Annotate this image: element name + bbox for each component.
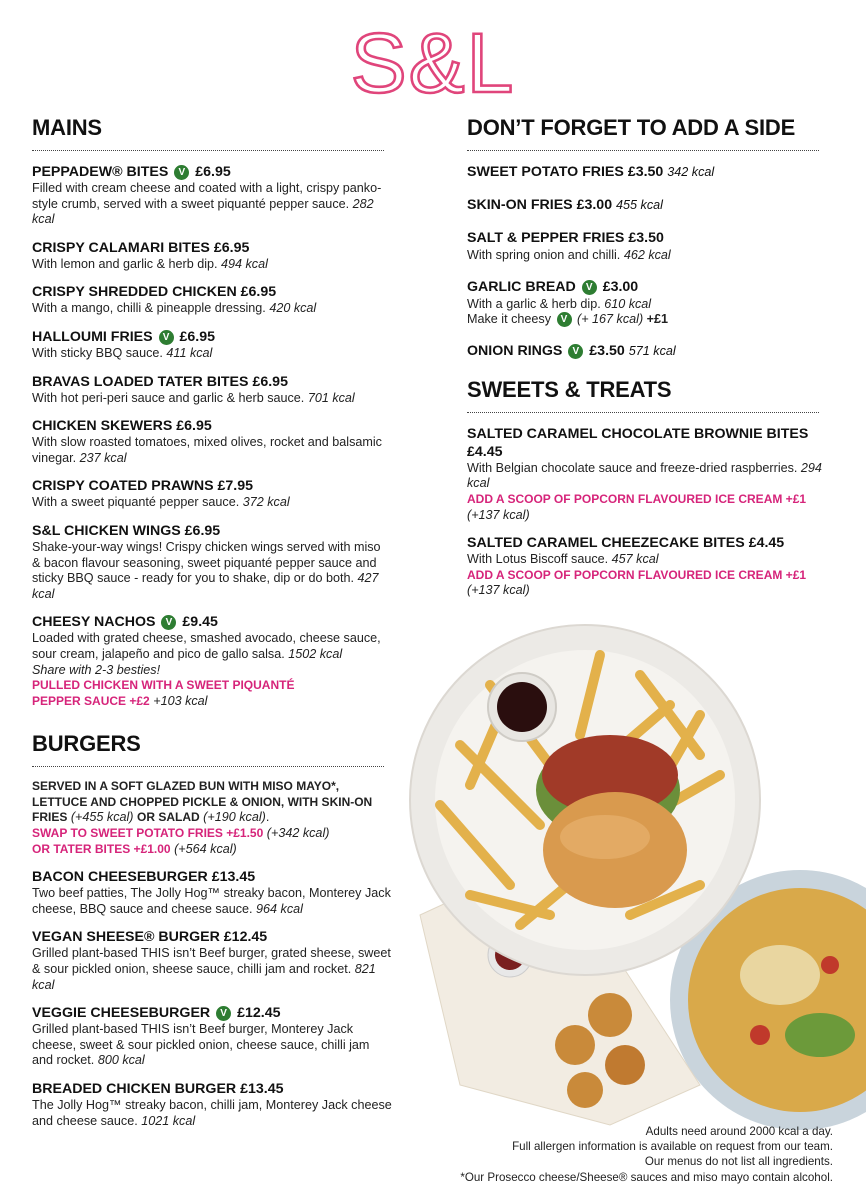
- item-name-line: [32, 1004, 392, 1022]
- item-name-line: [32, 328, 392, 346]
- item-name-line: [467, 425, 827, 461]
- burgers-intro-kcal2: (+190 kcal): [203, 810, 266, 825]
- item-name: CRISPY CALAMARI BITES: [32, 239, 210, 256]
- item-desc: With Lotus Biscoff sauce.: [467, 552, 609, 567]
- item-desc-line: [32, 257, 392, 273]
- item-desc-line: [32, 301, 392, 317]
- item-desc-line: [32, 946, 392, 993]
- side-item: [467, 229, 827, 264]
- item-name: VEGAN SHEESE® BURGER: [32, 929, 220, 946]
- item-name: CHICKEN SKEWERS: [32, 418, 173, 435]
- mains-item: [32, 239, 392, 273]
- item-price: £4.45: [467, 443, 503, 460]
- item-desc-line: [32, 391, 392, 407]
- item-name-line: [32, 373, 392, 391]
- item-kcal: 1502 kcal: [288, 646, 343, 661]
- item-desc-line: [32, 346, 392, 362]
- item-kcal: 342 kcal: [667, 165, 715, 179]
- item-price: £9.45: [182, 614, 218, 631]
- nachos-note: Share with 2-3 besties!: [32, 662, 161, 677]
- item-price: £6.95: [213, 239, 250, 256]
- item-name: GARLIC BREAD: [467, 278, 576, 295]
- item-kcal: 237 kcal: [79, 450, 127, 465]
- item-name: HALLOUMI FRIES: [32, 328, 153, 345]
- item-desc-line: [467, 552, 827, 568]
- nachos-addon-kcal: +103 kcal: [153, 693, 208, 708]
- vegetarian-icon: V: [582, 280, 597, 295]
- item-desc: Filled with cream cheese and coated with a light, crispy panko-style crumb, served with a sweet piquanté pepper sauce.: [32, 181, 382, 211]
- mains-item: [32, 328, 392, 362]
- item-name: SALTED CARAMEL CHEEZECAKE BITES: [467, 535, 745, 552]
- cheesy-addon-line: [467, 312, 827, 328]
- item-price: £3.50: [589, 342, 625, 359]
- mains-item: [32, 417, 392, 466]
- burgers-divider: [32, 766, 384, 767]
- item-name: PEPPADEW® BITES: [32, 164, 169, 180]
- item-desc-line: [32, 435, 392, 466]
- mains-item: [32, 283, 392, 317]
- item-desc: The Jolly Hog™ streaky bacon, chilli jam, Monterey Jack cheese and cheese sauce.: [32, 1098, 392, 1128]
- sweets-list: [467, 425, 827, 599]
- burgers-intro-line: SERVED IN A SOFT GLAZED BUN WITH MISO MAYO*, LETTUCE AND CHOPPED PICKLE & ONION, WITH SKIN-ON FRIES (+455 kcal) OR SALAD (+190 kcal).: [32, 779, 373, 825]
- item-desc: Shake-your-way wings! Crispy chicken wings served with miso & bacon flavour seasoning, sweet piquanté pepper sauce and sticky BBQ sauce - ready for you to shake, dip or do both.: [32, 539, 381, 586]
- item-desc: With hot peri-peri sauce and garlic & herb sauce.: [32, 390, 305, 405]
- item-kcal: 411 kcal: [166, 345, 213, 360]
- burgers-intro: [32, 779, 392, 857]
- item-name: SKIN-ON FRIES: [467, 197, 573, 213]
- vegetarian-icon: V: [161, 615, 176, 630]
- item-desc-line: [32, 495, 392, 511]
- item-kcal: 964 kcal: [256, 901, 303, 916]
- burgers-swap1-kcal: (+342 kcal): [266, 826, 330, 841]
- left-column: [32, 115, 392, 1140]
- side-item: [467, 342, 827, 361]
- item-price: £6.95: [252, 373, 288, 390]
- item-price: £13.45: [211, 869, 256, 886]
- cheesy-kcal: (+ 167 kcal): [577, 312, 644, 327]
- vegetarian-icon: V: [216, 1006, 231, 1021]
- item-price: £12.45: [237, 1005, 281, 1022]
- item-price: £3.00: [602, 278, 639, 295]
- vegetarian-icon: V: [557, 312, 572, 327]
- footer-line: Our menus do not list all ingredients.: [644, 1155, 833, 1169]
- sweet-item: [467, 425, 827, 523]
- addon-line: [467, 492, 827, 508]
- item-desc-line: [32, 540, 392, 602]
- item-desc-line: [32, 1022, 392, 1069]
- side-item: [467, 196, 827, 215]
- item-price: £6.95: [184, 522, 221, 539]
- item-price: £6.95: [179, 328, 216, 345]
- item-price: £6.95: [195, 164, 231, 180]
- item-kcal: 462 kcal: [623, 248, 671, 262]
- brand-logo-text: S&L: [350, 16, 516, 104]
- sides-list: [467, 163, 827, 361]
- item-name-line: [467, 163, 827, 182]
- burgers-swap1: SWAP TO SWEET POTATO FRIES +£1.50: [32, 826, 264, 841]
- mains-title: MAINS: [32, 115, 102, 140]
- item-price: £3.00: [576, 197, 613, 213]
- item-kcal: 571 kcal: [628, 343, 676, 358]
- footer-line: Adults need around 2000 kcal a day.: [645, 1125, 833, 1138]
- burger-plate-image: [410, 625, 760, 975]
- burgers-swap2-kcal: (+564 kcal): [174, 841, 237, 856]
- mains-item: [32, 477, 392, 511]
- nachos-item: [32, 613, 392, 709]
- item-name: BREADED CHICKEN BURGER: [32, 1081, 237, 1097]
- item-name: VEGGIE CHEESEBURGER: [32, 1005, 211, 1022]
- burger-item: [32, 1080, 392, 1129]
- item-name-line: [32, 477, 392, 495]
- addon-label: ADD A SCOOP OF POPCORN FLAVOURED ICE CREAM +£1: [467, 491, 807, 506]
- item-name: ONION RINGS: [467, 342, 563, 359]
- item-name-line: [32, 1080, 392, 1098]
- item-kcal: 282 kcal: [32, 196, 374, 227]
- mains-item: [32, 373, 392, 407]
- addon-label: ADD A SCOOP OF POPCORN FLAVOURED ICE CREAM +£1: [467, 567, 807, 582]
- burgers-intro-kcal1: (+455 kcal): [70, 810, 134, 825]
- item-desc: With a garlic & herb dip.: [467, 296, 601, 311]
- item-name: SALT & PEPPER FRIES: [467, 230, 625, 246]
- item-desc-line: [467, 248, 827, 264]
- addon-line: [467, 568, 827, 584]
- nachos-desc-line: [32, 631, 392, 662]
- item-desc-line: [32, 886, 392, 917]
- burgers-intro-bold: SERVED IN A SOFT GLAZED BUN WITH MISO MAYO*, LETTUCE AND CHOPPED PICKLE & ONION, WITH SKIN-ON FRIES: [32, 779, 373, 825]
- item-name-line: [32, 868, 392, 886]
- footer-notes: [393, 1124, 833, 1185]
- item-name: BACON CHEESEBURGER: [32, 869, 208, 886]
- burgers-swap2: OR TATER BITES +£1.00: [32, 841, 171, 856]
- item-name-line: [467, 278, 827, 297]
- item-kcal: 372 kcal: [242, 495, 290, 510]
- footer-line: Full allergen information is available on request from our team.: [512, 1140, 833, 1154]
- side-item: [467, 278, 827, 328]
- nachos-name-line: [32, 613, 392, 631]
- addon-kcal: (+137 kcal): [467, 583, 530, 598]
- item-name-line: [467, 534, 827, 552]
- item-price: £13.45: [240, 1081, 284, 1097]
- cheesy-price: +£1: [646, 312, 669, 327]
- item-name-line: [467, 229, 827, 248]
- item-name: CHEESY NACHOS: [32, 614, 156, 631]
- item-desc: Grilled plant-based THIS isn’t Beef burger, Monterey Jack cheese, sweet & sour pickled onion, cheese sauce, chilli jam and rocket.: [32, 1022, 370, 1068]
- item-price: £7.95: [217, 478, 254, 495]
- item-kcal: 457 kcal: [611, 552, 659, 567]
- burger-item: [32, 868, 392, 917]
- sweets-divider: [467, 412, 819, 413]
- item-kcal: 420 kcal: [269, 301, 317, 316]
- item-name-line: [32, 163, 392, 181]
- item-desc: With slow roasted tomatoes, mixed olives, rocket and balsamic vinegar.: [32, 435, 382, 465]
- item-kcal: 455 kcal: [616, 198, 663, 212]
- item-kcal: 294 kcal: [467, 460, 822, 491]
- item-name-line: [32, 283, 392, 301]
- vegetarian-icon: V: [568, 344, 583, 359]
- vegetarian-icon: V: [159, 330, 174, 345]
- item-name-line: [467, 342, 827, 361]
- item-name: SWEET POTATO FRIES: [467, 164, 624, 180]
- item-kcal: 610 kcal: [604, 296, 652, 311]
- right-column: [467, 115, 827, 610]
- burgers-title: BURGERS: [32, 731, 141, 757]
- item-kcal: 821 kcal: [32, 962, 376, 992]
- addon-kcal: (+137 kcal): [467, 507, 530, 522]
- item-desc-line: [32, 181, 392, 228]
- vegetarian-icon: V: [174, 165, 189, 180]
- item-kcal: 494 kcal: [221, 256, 268, 271]
- side-item: [467, 163, 827, 182]
- item-name-line: [32, 928, 392, 946]
- sweets-title: SWEETS & TREATS: [467, 376, 672, 402]
- brand-logo: [338, 14, 528, 104]
- item-price: £12.45: [223, 929, 268, 946]
- item-name: S&L CHICKEN WINGS: [32, 522, 181, 539]
- sides-title: DON’T FORGET TO ADD A SIDE: [467, 115, 796, 140]
- sides-divider: [467, 150, 819, 151]
- item-desc: With a mango, chilli & pineapple dressing.: [32, 301, 266, 316]
- item-name-line: [32, 417, 392, 435]
- item-price: £6.95: [240, 284, 277, 301]
- item-desc-line: [467, 461, 827, 492]
- burgers-intro-or: OR SALAD: [137, 810, 200, 825]
- burgers-list: [32, 868, 392, 1129]
- item-name-line: [32, 522, 392, 540]
- footer-line: *Our Prosecco cheese/Sheese® sauces and miso mayo contain alcohol.: [460, 1170, 833, 1184]
- nachos-addon: PULLED CHICKEN WITH A SWEET PIQUANTÉ PEPPER SAUCE +£2: [32, 678, 295, 708]
- item-desc-line: [467, 297, 827, 313]
- item-desc: Loaded with grated cheese, smashed avocado, cheese sauce, sour cream, jalapeño and pico de gallo salsa.: [32, 631, 381, 661]
- mains-divider: [32, 150, 384, 151]
- item-name: SALTED CARAMEL CHOCOLATE BROWNIE BITES: [467, 425, 809, 442]
- item-name: CRISPY SHREDDED CHICKEN: [32, 284, 237, 301]
- item-desc: With sticky BBQ sauce.: [32, 345, 163, 360]
- item-kcal: 800 kcal: [97, 1053, 145, 1068]
- sweet-item: [467, 534, 827, 599]
- item-desc: With Belgian chocolate sauce and freeze-dried raspberries.: [467, 460, 798, 475]
- item-name-line: [467, 196, 827, 215]
- cheesy-label: Make it cheesy: [467, 312, 551, 327]
- item-kcal: 427 kcal: [32, 571, 379, 601]
- item-desc-line: [32, 1098, 392, 1129]
- burger-item: [32, 928, 392, 993]
- item-name-line: [32, 239, 392, 257]
- item-desc: With a sweet piquanté pepper sauce.: [32, 495, 240, 510]
- item-desc: Two beef patties, The Jolly Hog™ streaky bacon, Monterey Jack cheese, BBQ sauce and cheese sauce.: [32, 886, 391, 916]
- food-photo: [400, 615, 866, 1130]
- item-desc: With spring onion and chilli.: [467, 248, 621, 262]
- item-desc: With lemon and garlic & herb dip.: [32, 256, 218, 271]
- item-kcal: 701 kcal: [307, 390, 355, 405]
- item-price: £3.50: [627, 164, 664, 180]
- item-name: CRISPY COATED PRAWNS: [32, 478, 214, 495]
- item-name: BRAVAS LOADED TATER BITES: [32, 373, 249, 390]
- item-kcal: 1021 kcal: [141, 1113, 196, 1128]
- burgers-swap1-line: [32, 826, 392, 842]
- item-price: £6.95: [176, 418, 212, 435]
- burger-item: [32, 1004, 392, 1069]
- burgers-swap2-line: [32, 842, 392, 858]
- mains-item: [32, 163, 392, 228]
- item-price: £4.45: [748, 535, 785, 552]
- mains-list: [32, 163, 392, 602]
- nachos-addon-line: [32, 678, 332, 709]
- item-desc: Grilled plant-based THIS isn’t Beef burger, grated sheese, sweet & sour pickled onion, sheese sauce, chilli jam and rocket.: [32, 946, 391, 977]
- mains-item: [32, 522, 392, 602]
- item-price: £3.50: [628, 230, 664, 246]
